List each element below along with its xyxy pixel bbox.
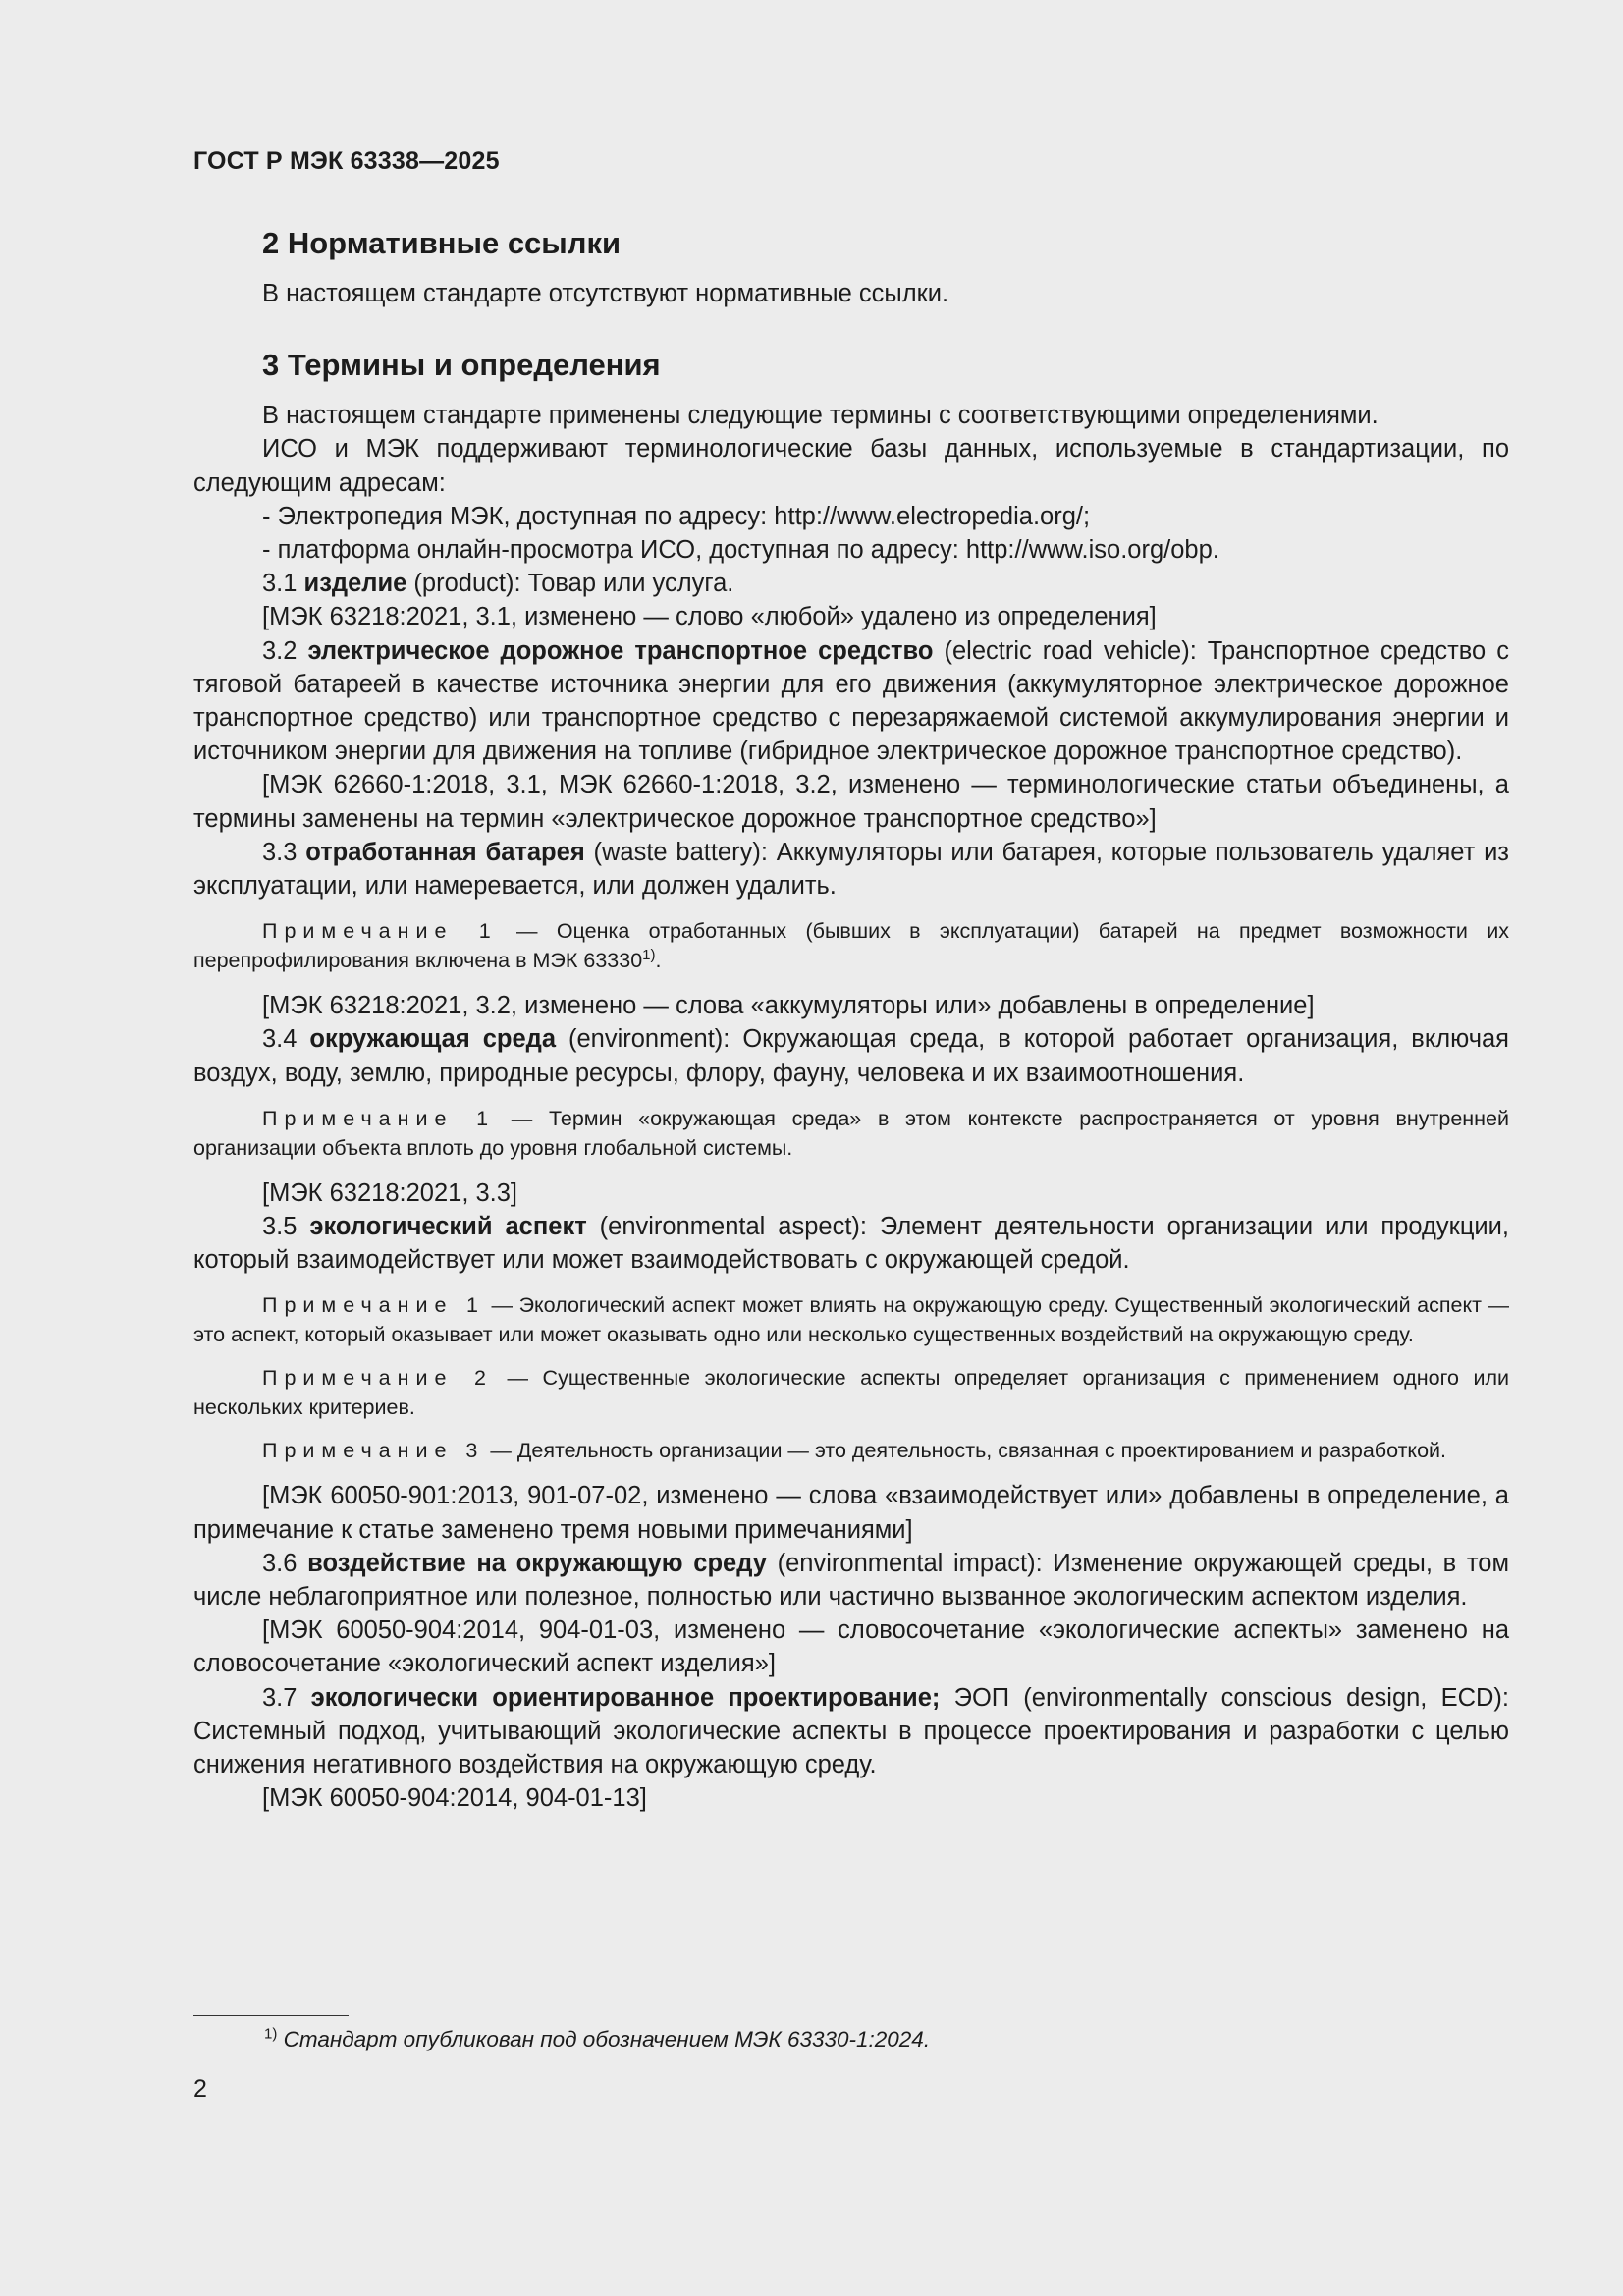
note-label: Примечание 1	[262, 1106, 496, 1130]
footnote-divider	[193, 2015, 349, 2016]
footnote-reference[interactable]: 1)	[642, 947, 656, 964]
term-3-6	[193, 1547, 1509, 1613]
term-number: 3.6	[262, 1549, 308, 1577]
term-3-7	[193, 1681, 1509, 1782]
term-name: изделие	[303, 570, 407, 598]
term-note: Примечание 1 — Оценка отработанных (бывших в эксплуатации) батарей на предмет возможности их перепрофилирования включена в МЭК 63330$^{1)}$.	[193, 919, 1509, 973]
note-label: Примечание 3	[262, 1439, 485, 1463]
term-note	[193, 1436, 1509, 1465]
term-definition: ЭОП (environmentally conscious design, ECD): Системный подход, учитывающий экологические аспекты в процессе проектирования и разработки с целью снижения негативного воздействия на окружающую среду.	[193, 1683, 1510, 1779]
section-3-title: 3 Термины и определения	[262, 348, 661, 383]
term-definition: (environmental impact): Изменение окружающей среды, в том числе неблагоприятное или полезное, полностью или частично вызванное экологическим аспектом изделия.	[193, 1549, 1510, 1612]
page-content	[193, 222, 1509, 1816]
note-label: Примечание 1	[262, 1293, 485, 1318]
note-label: Примечание 1	[262, 919, 498, 944]
term-source: [МЭК 63218:2021, 3.1, изменено — слово «любой» удалено из определения]	[262, 603, 1157, 631]
term-number: 3.7	[262, 1683, 311, 1712]
term-definition: (waste battery): Аккумуляторы или батарея, которые пользователь удаляет из эксплуатации, или намеревается, или должен удалить.	[193, 838, 1509, 901]
term-number: 3.5	[262, 1213, 310, 1241]
note-label: Примечание 2	[262, 1366, 493, 1391]
database-item: - платформа онлайн-просмотра ИСО, доступная по адресу: http://www.iso.org/obp.	[262, 536, 1219, 565]
term-number: 3.3	[262, 838, 306, 866]
term-source: [МЭК 63218:2021, 3.2, изменено — слова «аккумуляторы или» добавлены в определение]	[262, 992, 1315, 1020]
term-source: [МЭК 60050-904:2014, 904-01-03, изменено — словосочетание «экологические аспекты» заменено на словосочетание «экологический аспект изделия»]	[193, 1616, 1509, 1678]
term-source: [МЭК 62660-1:2018, 3.1, МЭК 62660-1:2018, 3.2, изменено — терминологические статьи объединены, а термины заменены на термин «электрическое дорожное транспортное средство»]	[193, 771, 1509, 833]
term-3-2	[193, 634, 1509, 769]
database-item: - Электропедия МЭК, доступная по адресу: http://www.electropedia.org/;	[262, 502, 1091, 530]
footnote-area	[193, 2015, 1509, 2055]
term-definition: (environment): Окружающая среда, в которой работает организация, включая воздух, воду, землю, природные ресурсы, флору, фауну, человека и их взаимоотношения.	[193, 1025, 1509, 1087]
note-text: — Термин «окружающая среда» в этом контексте распространяется от уровня внутренней организации объекта вплоть до уровня глобальной системы.	[193, 1106, 1510, 1160]
footnote-marker: 1)	[264, 2025, 278, 2043]
term-3-5	[193, 1210, 1509, 1277]
note-text: — Оценка отработанных (бывших в эксплуатации) батарей на предмет возможности их перепрофилирования включена в МЭК 63330	[193, 919, 1509, 973]
term-name: окружающая среда	[309, 1025, 557, 1054]
footnote	[193, 2024, 1509, 2055]
databases-intro: ИСО и МЭК поддерживают терминологические базы данных, используемые в стандартизации, по следующим адресам:	[193, 435, 1509, 497]
document-header: ГОСТ Р МЭК 63338—2025	[193, 147, 500, 175]
note-text: — Существенные экологические аспекты определяет организация с применением одного или нескольких критериев.	[193, 1366, 1510, 1420]
term-name: воздействие на окружающую среду	[307, 1549, 767, 1577]
term-name: экологически ориентированное проектирование;	[310, 1683, 941, 1712]
term-note	[193, 1363, 1509, 1422]
section-2-body: В настоящем стандарте отсутствуют нормативные ссылки.	[262, 280, 949, 307]
term-definition: (environmental aspect): Элемент деятельности организации или продукции, который взаимодействует или может взаимодействовать с окружающей средой.	[193, 1213, 1509, 1275]
note-text: — Экологический аспект может влиять на окружающую среду. Существенный экологический аспект — это аспект, который оказывает или может оказывать одно или несколько существенных воздействий на окружающую среду.	[193, 1293, 1510, 1347]
term-definition: (electric road vehicle): Транспортное средство с тяговой батареей в качестве источника энергии для его движения (аккумуляторное электрическое дорожное транспортное средство) или транспортное средство с перезаряжаемой системой аккумулирования энергии и источником энергии для движения на топливе (гибридное электрическое дорожное транспортное средство).	[193, 636, 1509, 766]
term-note	[193, 1104, 1509, 1163]
term-number: 3.1	[262, 570, 304, 598]
term-number: 3.4	[262, 1025, 310, 1054]
term-3-3	[193, 836, 1509, 902]
term-number: 3.2	[262, 636, 308, 665]
note-text: — Деятельность организации — это деятельность, связанная с проектированием и разработкой.	[484, 1439, 1447, 1463]
term-name: электрическое дорожное транспортное средство	[307, 636, 934, 665]
term-3-4	[193, 1022, 1509, 1089]
term-name: отработанная батарея	[305, 838, 585, 866]
term-source: [МЭК 60050-901:2013, 901-07-02, изменено — слова «взаимодействует или» добавлены в определение, а примечание к статье заменено тремя новыми примечаниями]	[193, 1482, 1509, 1544]
term-note	[193, 1290, 1509, 1349]
page-number: 2	[193, 2075, 207, 2103]
term-source: [МЭК 60050-904:2014, 904-01-13]	[262, 1784, 647, 1813]
term-definition: (product): Товар или услуга.	[406, 570, 734, 598]
term-3-1	[193, 567, 1509, 600]
section-2-title: 2 Нормативные ссылки	[262, 226, 622, 260]
footnote-text: Стандарт опубликован под обозначением МЭК 63330-1:2024.	[277, 2027, 931, 2051]
section-3-intro: В настоящем стандарте применены следующие термины с соответствующими определениями.	[262, 402, 1379, 430]
term-source: [МЭК 63218:2021, 3.3]	[262, 1178, 518, 1207]
term-name: экологический аспект	[309, 1213, 587, 1241]
